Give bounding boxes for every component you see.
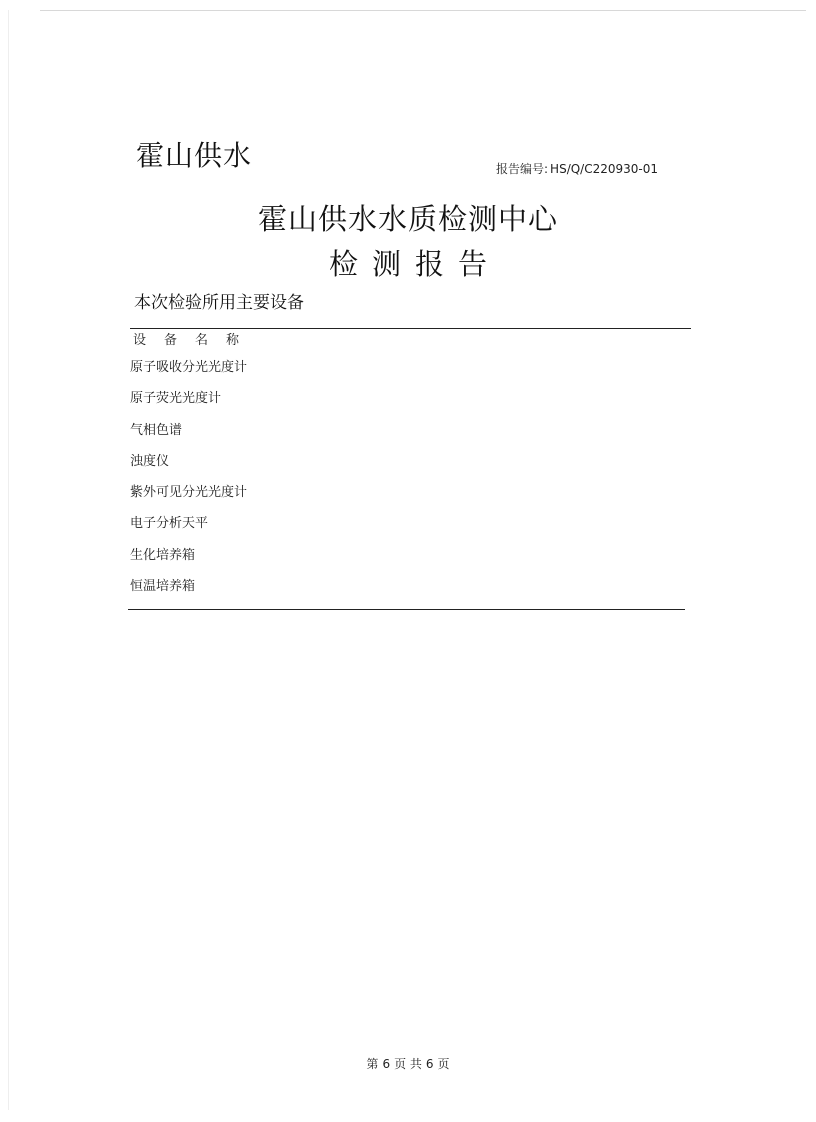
report-number-value: HS/Q/C220930-01 xyxy=(550,162,659,176)
equipment-item: 恒温培养箱 xyxy=(130,579,196,595)
equipment-item: 原子吸收分光光度计 xyxy=(130,360,248,375)
report-number-label: 报告编号: xyxy=(496,162,549,176)
page-mid: 页 共 xyxy=(394,1057,422,1071)
report-number xyxy=(496,160,658,177)
equipment-item: 浊度仪 xyxy=(130,453,170,469)
equipment-item: 紫外可见分光光度计 xyxy=(130,485,248,501)
equipment-item: 电子分析天平 xyxy=(130,516,209,532)
page-current: 6 xyxy=(382,1057,391,1071)
equipment-item: 生化培养箱 xyxy=(130,547,196,563)
scan-edge-top xyxy=(40,10,806,11)
scan-edge-left xyxy=(8,10,9,1110)
organization-name: 霍山供水 xyxy=(136,139,253,172)
page-total: 6 xyxy=(425,1057,434,1071)
equipment-column-header: 设备名称 xyxy=(133,333,258,348)
section-heading: 本次检验所用主要设备 xyxy=(134,293,304,313)
equipment-item: 气相色谱 xyxy=(130,422,183,438)
equipment-item: 原子荧光光度计 xyxy=(130,391,222,407)
report-title: 霍山供水水质检测中心 xyxy=(257,202,558,236)
table-bottom-rule xyxy=(128,609,685,610)
page-prefix: 第 xyxy=(366,1057,379,1071)
page-number xyxy=(300,1055,516,1072)
report-subtitle: 检测报告 xyxy=(328,247,501,281)
equipment-list xyxy=(130,360,247,610)
page-suffix: 页 xyxy=(437,1057,450,1071)
